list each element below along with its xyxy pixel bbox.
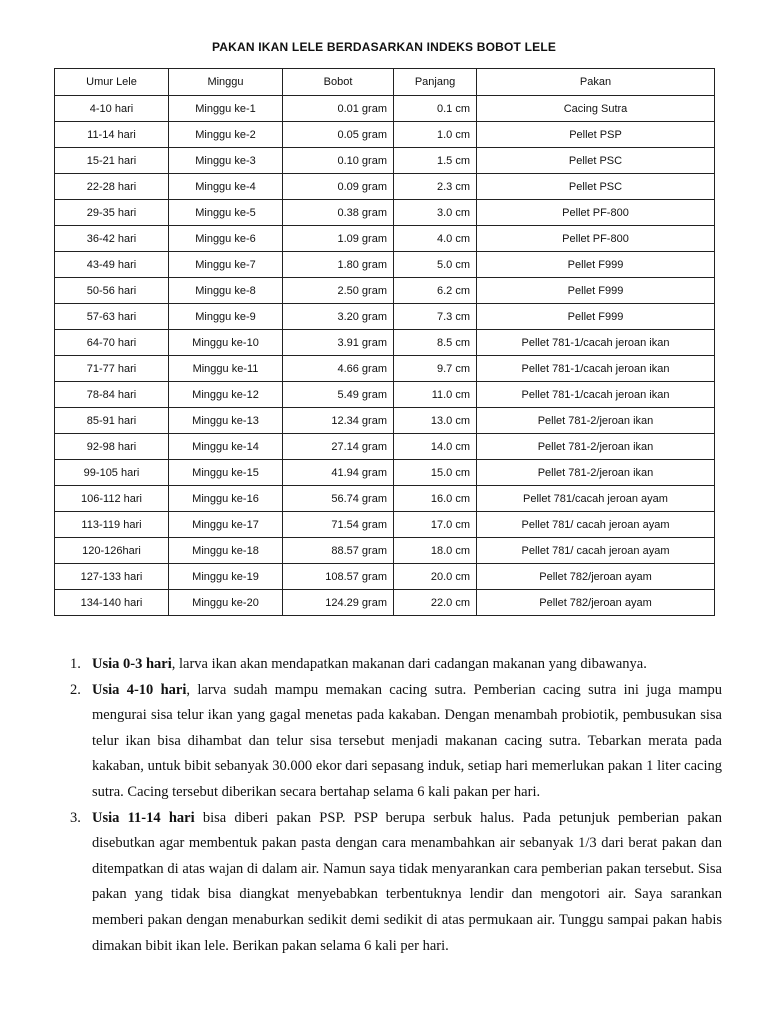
cell-umur-lele: 120-126hari xyxy=(55,538,169,564)
cell-umur-lele: 92-98 hari xyxy=(55,434,169,460)
cell-pakan: Pellet F999 xyxy=(477,304,715,330)
table-row xyxy=(55,564,715,590)
feed-table xyxy=(54,68,715,616)
cell-minggu: Minggu ke-8 xyxy=(169,278,283,304)
cell-pakan: Pellet F999 xyxy=(477,252,715,278)
table-row xyxy=(55,434,715,460)
table-row xyxy=(55,356,715,382)
note-text: , larva ikan akan mendapatkan makanan dari cadangan makanan yang dibawanya. xyxy=(171,656,647,672)
cell-bobot: 71.54 gram xyxy=(283,512,394,538)
document-title: PAKAN IKAN LELE BERDASARKAN INDEKS BOBOT LELE xyxy=(211,40,557,54)
cell-pakan: Pellet PSC xyxy=(477,148,715,174)
cell-minggu: Minggu ke-18 xyxy=(169,538,283,564)
table-row xyxy=(55,226,715,252)
table-row xyxy=(55,408,715,434)
cell-minggu: Minggu ke-4 xyxy=(169,174,283,200)
list-number: 1. xyxy=(70,656,81,672)
cell-panjang: 15.0 cm xyxy=(394,460,477,486)
cell-panjang: 3.0 cm xyxy=(394,200,477,226)
cell-pakan: Cacing Sutra xyxy=(477,96,715,122)
cell-umur-lele: 64-70 hari xyxy=(55,330,169,356)
cell-panjang: 16.0 cm xyxy=(394,486,477,512)
cell-umur-lele: 15-21 hari xyxy=(55,148,169,174)
cell-panjang: 5.0 cm xyxy=(394,252,477,278)
cell-pakan: Pellet 781-1/cacah jeroan ikan xyxy=(477,330,715,356)
cell-pakan: Pellet 781-1/cacah jeroan ikan xyxy=(477,382,715,408)
cell-panjang: 11.0 cm xyxy=(394,382,477,408)
table-row xyxy=(55,460,715,486)
table-row xyxy=(55,538,715,564)
cell-minggu: Minggu ke-6 xyxy=(169,226,283,252)
cell-bobot: 124.29 gram xyxy=(283,590,394,616)
table-row xyxy=(55,486,715,512)
table-row xyxy=(55,148,715,174)
cell-bobot: 3.20 gram xyxy=(283,304,394,330)
cell-minggu: Minggu ke-19 xyxy=(169,564,283,590)
cell-panjang: 13.0 cm xyxy=(394,408,477,434)
cell-bobot: 27.14 gram xyxy=(283,434,394,460)
cell-minggu: Minggu ke-2 xyxy=(169,122,283,148)
cell-umur-lele: 36-42 hari xyxy=(55,226,169,252)
cell-umur-lele: 99-105 hari xyxy=(55,460,169,486)
cell-minggu: Minggu ke-15 xyxy=(169,460,283,486)
cell-minggu: Minggu ke-5 xyxy=(169,200,283,226)
cell-pakan: Pellet 781-1/cacah jeroan ikan xyxy=(477,356,715,382)
cell-pakan: Pellet 782/jeroan ayam xyxy=(477,564,715,590)
cell-pakan: Pellet 782/jeroan ayam xyxy=(477,590,715,616)
table-row xyxy=(55,174,715,200)
cell-bobot: 56.74 gram xyxy=(283,486,394,512)
table-row xyxy=(55,512,715,538)
cell-minggu: Minggu ke-9 xyxy=(169,304,283,330)
table-row xyxy=(55,122,715,148)
cell-pakan: Pellet PF-800 xyxy=(477,200,715,226)
cell-panjang: 6.2 cm xyxy=(394,278,477,304)
cell-minggu: Minggu ke-14 xyxy=(169,434,283,460)
cell-pakan: Pellet PF-800 xyxy=(477,226,715,252)
table-row xyxy=(55,304,715,330)
cell-umur-lele: 127-133 hari xyxy=(55,564,169,590)
header-minggu: Minggu xyxy=(169,69,283,96)
table-row xyxy=(55,278,715,304)
table-row xyxy=(55,96,715,122)
cell-umur-lele: 78-84 hari xyxy=(55,382,169,408)
cell-bobot: 0.10 gram xyxy=(283,148,394,174)
cell-minggu: Minggu ke-10 xyxy=(169,330,283,356)
cell-minggu: Minggu ke-17 xyxy=(169,512,283,538)
table-row xyxy=(55,382,715,408)
cell-pakan: Pellet F999 xyxy=(477,278,715,304)
cell-bobot: 5.49 gram xyxy=(283,382,394,408)
cell-minggu: Minggu ke-11 xyxy=(169,356,283,382)
cell-bobot: 41.94 gram xyxy=(283,460,394,486)
cell-minggu: Minggu ke-12 xyxy=(169,382,283,408)
cell-pakan: Pellet PSP xyxy=(477,122,715,148)
note-bold-lead: Usia 0-3 hari xyxy=(92,656,172,672)
cell-bobot: 88.57 gram xyxy=(283,538,394,564)
note-text: bisa diberi pakan PSP. PSP berupa serbuk halus. Pada petunjuk pemberian pakan disebutkan agar membentuk pakan pasta dengan cara menambahkan air sebanyak 1/3 dari berat pakan dan ditempatkan di atas wajan di dalam air. Namun saya tidak menyarankan cara pemberian pakan tersebut. Sisa pakan yang tidak bisa diangkat menyebabkan terbentuknya lendir dan mengotori air. Saya sarankan memberi pakan dengan menaburkan sedikit demi sedikit di atas permukaan air. Tunggu sampai pakan habis dimakan bibit ikan lele. Berikan pakan selama 6 kali per hari. xyxy=(92,809,723,954)
table-body xyxy=(55,96,715,616)
cell-panjang: 22.0 cm xyxy=(394,590,477,616)
cell-minggu: Minggu ke-20 xyxy=(169,590,283,616)
header-umur-lele: Umur Lele xyxy=(55,69,169,96)
list-item xyxy=(54,806,722,960)
cell-bobot: 12.34 gram xyxy=(283,408,394,434)
header-pakan: Pakan xyxy=(477,69,715,96)
cell-bobot: 0.05 gram xyxy=(283,122,394,148)
cell-panjang: 8.5 cm xyxy=(394,330,477,356)
cell-panjang: 2.3 cm xyxy=(394,174,477,200)
list-item xyxy=(54,652,722,678)
cell-umur-lele: 4-10 hari xyxy=(55,96,169,122)
cell-pakan: Pellet PSC xyxy=(477,174,715,200)
cell-umur-lele: 71-77 hari xyxy=(55,356,169,382)
cell-umur-lele: 43-49 hari xyxy=(55,252,169,278)
cell-bobot: 2.50 gram xyxy=(283,278,394,304)
cell-panjang: 1.5 cm xyxy=(394,148,477,174)
cell-minggu: Minggu ke-16 xyxy=(169,486,283,512)
note-text: , larva sudah mampu memakan cacing sutra. Pemberian cacing sutra ini juga mampu mengurai sisa telur ikan yang gagal menetas pada kakaban. Dengan menambah probiotik, pembusukan sisa telur ikan bisa dihambat dan telur sisa tersebut menjadi makanan cacing sutra. Tebarkan merata pada kakaban, untuk bibit sebanyak 30.000 ekor dari sepasang induk, setiap hari memerlukan pakan 1 liter cacing sutra. Cacing tersebut diberikan secara bertahap selama 6 kali pakan per hari. xyxy=(92,681,723,800)
cell-pakan: Pellet 781-2/jeroan ikan xyxy=(477,460,715,486)
cell-bobot: 4.66 gram xyxy=(283,356,394,382)
list-number: 3. xyxy=(70,809,81,826)
header-bobot: Bobot xyxy=(283,69,394,96)
table-header-row xyxy=(55,69,715,96)
note-bold-lead: Usia 4-10 hari xyxy=(92,681,187,698)
cell-bobot: 3.91 gram xyxy=(283,330,394,356)
cell-panjang: 20.0 cm xyxy=(394,564,477,590)
cell-panjang: 1.0 cm xyxy=(394,122,477,148)
cell-umur-lele: 85-91 hari xyxy=(55,408,169,434)
cell-pakan: Pellet 781-2/jeroan ikan xyxy=(477,408,715,434)
table-row xyxy=(55,590,715,616)
cell-bobot: 0.09 gram xyxy=(283,174,394,200)
cell-panjang: 14.0 cm xyxy=(394,434,477,460)
cell-panjang: 9.7 cm xyxy=(394,356,477,382)
cell-pakan: Pellet 781/cacah jeroan ayam xyxy=(477,486,715,512)
cell-umur-lele: 22-28 hari xyxy=(55,174,169,200)
list-item xyxy=(54,678,722,806)
notes-list xyxy=(54,652,722,959)
cell-umur-lele: 106-112 hari xyxy=(55,486,169,512)
cell-panjang: 4.0 cm xyxy=(394,226,477,252)
note-bold-lead: Usia 11-14 hari xyxy=(92,809,195,826)
list-number: 2. xyxy=(70,681,81,698)
cell-bobot: 0.01 gram xyxy=(283,96,394,122)
cell-minggu: Minggu ke-3 xyxy=(169,148,283,174)
cell-bobot: 0.38 gram xyxy=(283,200,394,226)
cell-umur-lele: 11-14 hari xyxy=(55,122,169,148)
table-row xyxy=(55,330,715,356)
cell-bobot: 1.80 gram xyxy=(283,252,394,278)
cell-umur-lele: 113-119 hari xyxy=(55,512,169,538)
cell-pakan: Pellet 781/ cacah jeroan ayam xyxy=(477,512,715,538)
table-row xyxy=(55,200,715,226)
cell-bobot: 1.09 gram xyxy=(283,226,394,252)
cell-panjang: 7.3 cm xyxy=(394,304,477,330)
cell-umur-lele: 57-63 hari xyxy=(55,304,169,330)
cell-panjang: 17.0 cm xyxy=(394,512,477,538)
cell-minggu: Minggu ke-13 xyxy=(169,408,283,434)
cell-umur-lele: 29-35 hari xyxy=(55,200,169,226)
cell-minggu: Minggu ke-7 xyxy=(169,252,283,278)
cell-pakan: Pellet 781-2/jeroan ikan xyxy=(477,434,715,460)
cell-umur-lele: 134-140 hari xyxy=(55,590,169,616)
cell-panjang: 0.1 cm xyxy=(394,96,477,122)
cell-bobot: 108.57 gram xyxy=(283,564,394,590)
header-panjang: Panjang xyxy=(394,69,477,96)
cell-pakan: Pellet 781/ cacah jeroan ayam xyxy=(477,538,715,564)
cell-panjang: 18.0 cm xyxy=(394,538,477,564)
cell-umur-lele: 50-56 hari xyxy=(55,278,169,304)
cell-minggu: Minggu ke-1 xyxy=(169,96,283,122)
table-row xyxy=(55,252,715,278)
